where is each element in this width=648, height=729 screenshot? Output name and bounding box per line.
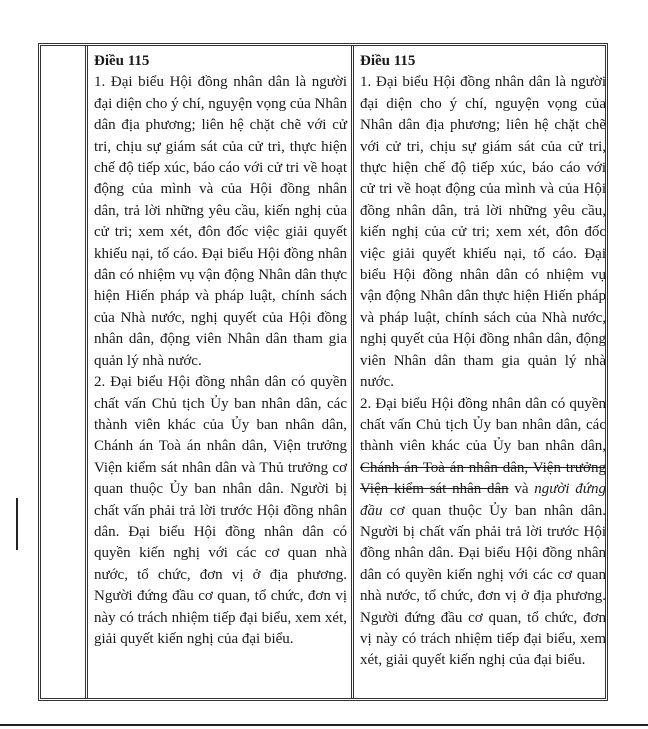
clause-2-text: cơ quan thuộc Ủy ban nhân dân. Người bị chất vấn phải trả lời trước Hội đồng nhân dân. Đại biểu Hội đồng nhân dân có quyền kiến nghị với các cơ quan nhà nước, tổ chức, đơn vị ở địa phương. Người đứng đầu cơ quan, tổ chức, đơn vị này có trách nhiệm tiếp đại biểu, xem xét, giải quyết kiến nghị của đại biểu. [360, 502, 606, 669]
page-bottom-rule [0, 724, 648, 726]
article-heading: Điều 115 [360, 53, 416, 69]
clause-2-text: 2. Đại biểu Hội đồng nhân dân có quyền chất vấn Chủ tịch Ủy ban nhân dân, các thành viên khác của Ủy ban nhân dân, [360, 395, 606, 455]
column-divider [85, 46, 88, 698]
change-bar [16, 498, 18, 550]
clause-1: 1. Đại biểu Hội đồng nhân dân là người đại diện cho ý chí, nguyện vọng của Nhân dân địa phương; liên hệ chặt chẽ với cử tri, chịu sự giám sát của cử tri, thực hiện chế độ tiếp xúc, báo cáo với cử tri về hoạt động của mình và của Hội đồng nhân dân, trả lời những yêu cầu, kiến nghị của cử tri; xem xét, đôn đốc việc giải quyết khiếu nại, tố cáo. Đại biểu Hội đồng nhân dân có nhiệm vụ vận động Nhân dân thực hiện Hiến pháp và pháp luật, chính sách của Nhà nước, nghị quyết của Hội đồng nhân dân, động viên Nhân dân tham gia quản lý nhà nước. [94, 74, 347, 369]
article-heading: Điều 115 [94, 53, 150, 69]
clause-1: 1. Đại biểu Hội đồng nhân dân là người đại diện cho ý chí, nguyện vọng của Nhân dân địa phương; liên hệ chặt chẽ với cử tri, chịu sự giám sát của cử tri, thực hiện chế độ tiếp xúc, báo cáo với cử tri về hoạt động của mình và của Hội đồng nhân dân, trả lời những yêu cầu, kiến nghị của cử tri; xem xét, đôn đốc việc giải quyết khiếu nại, tố cáo. Đại biểu Hội đồng nhân dân có nhiệm vụ vận động Nhân dân thực hiện Hiến pháp và pháp luật, chính sách của Nhà nước, nghị quyết của Hội đồng nhân dân, động viên Nhân dân tham gia quản lý nhà nước. [360, 74, 606, 391]
column-divider [351, 46, 354, 698]
comparison-table [38, 43, 608, 701]
clause-2 [360, 394, 606, 672]
current-text-cell [94, 51, 347, 650]
amended-text-cell [360, 51, 606, 672]
deleted-text: Chánh án Toà án nhân dân, Viện trưởng Viện kiểm sát nhân dân [360, 459, 606, 498]
clause-2: 2. Đại biểu Hội đồng nhân dân có quyền chất vấn Chủ tịch Ủy ban nhân dân, các thành viên khác của Ủy ban nhân dân, Chánh án Toà án nhân dân, Viện trưởng Viện kiểm sát nhân dân và Thủ trưởng cơ quan thuộc Ủy ban nhân dân. Người bị chất vấn phải trả lời trước Hội đồng nhân dân. Đại biểu Hội đồng nhân dân có quyền kiến nghị với các cơ quan nhà nước, tổ chức, đơn vị ở địa phương. Người đứng đầu cơ quan, tổ chức, đơn vị này có trách nhiệm tiếp đại biểu, xem xét, giải quyết kiến nghị của đại biểu. [94, 374, 347, 647]
inserted-text: người đứng đầu [360, 481, 606, 519]
clause-2-text: và [508, 481, 535, 498]
